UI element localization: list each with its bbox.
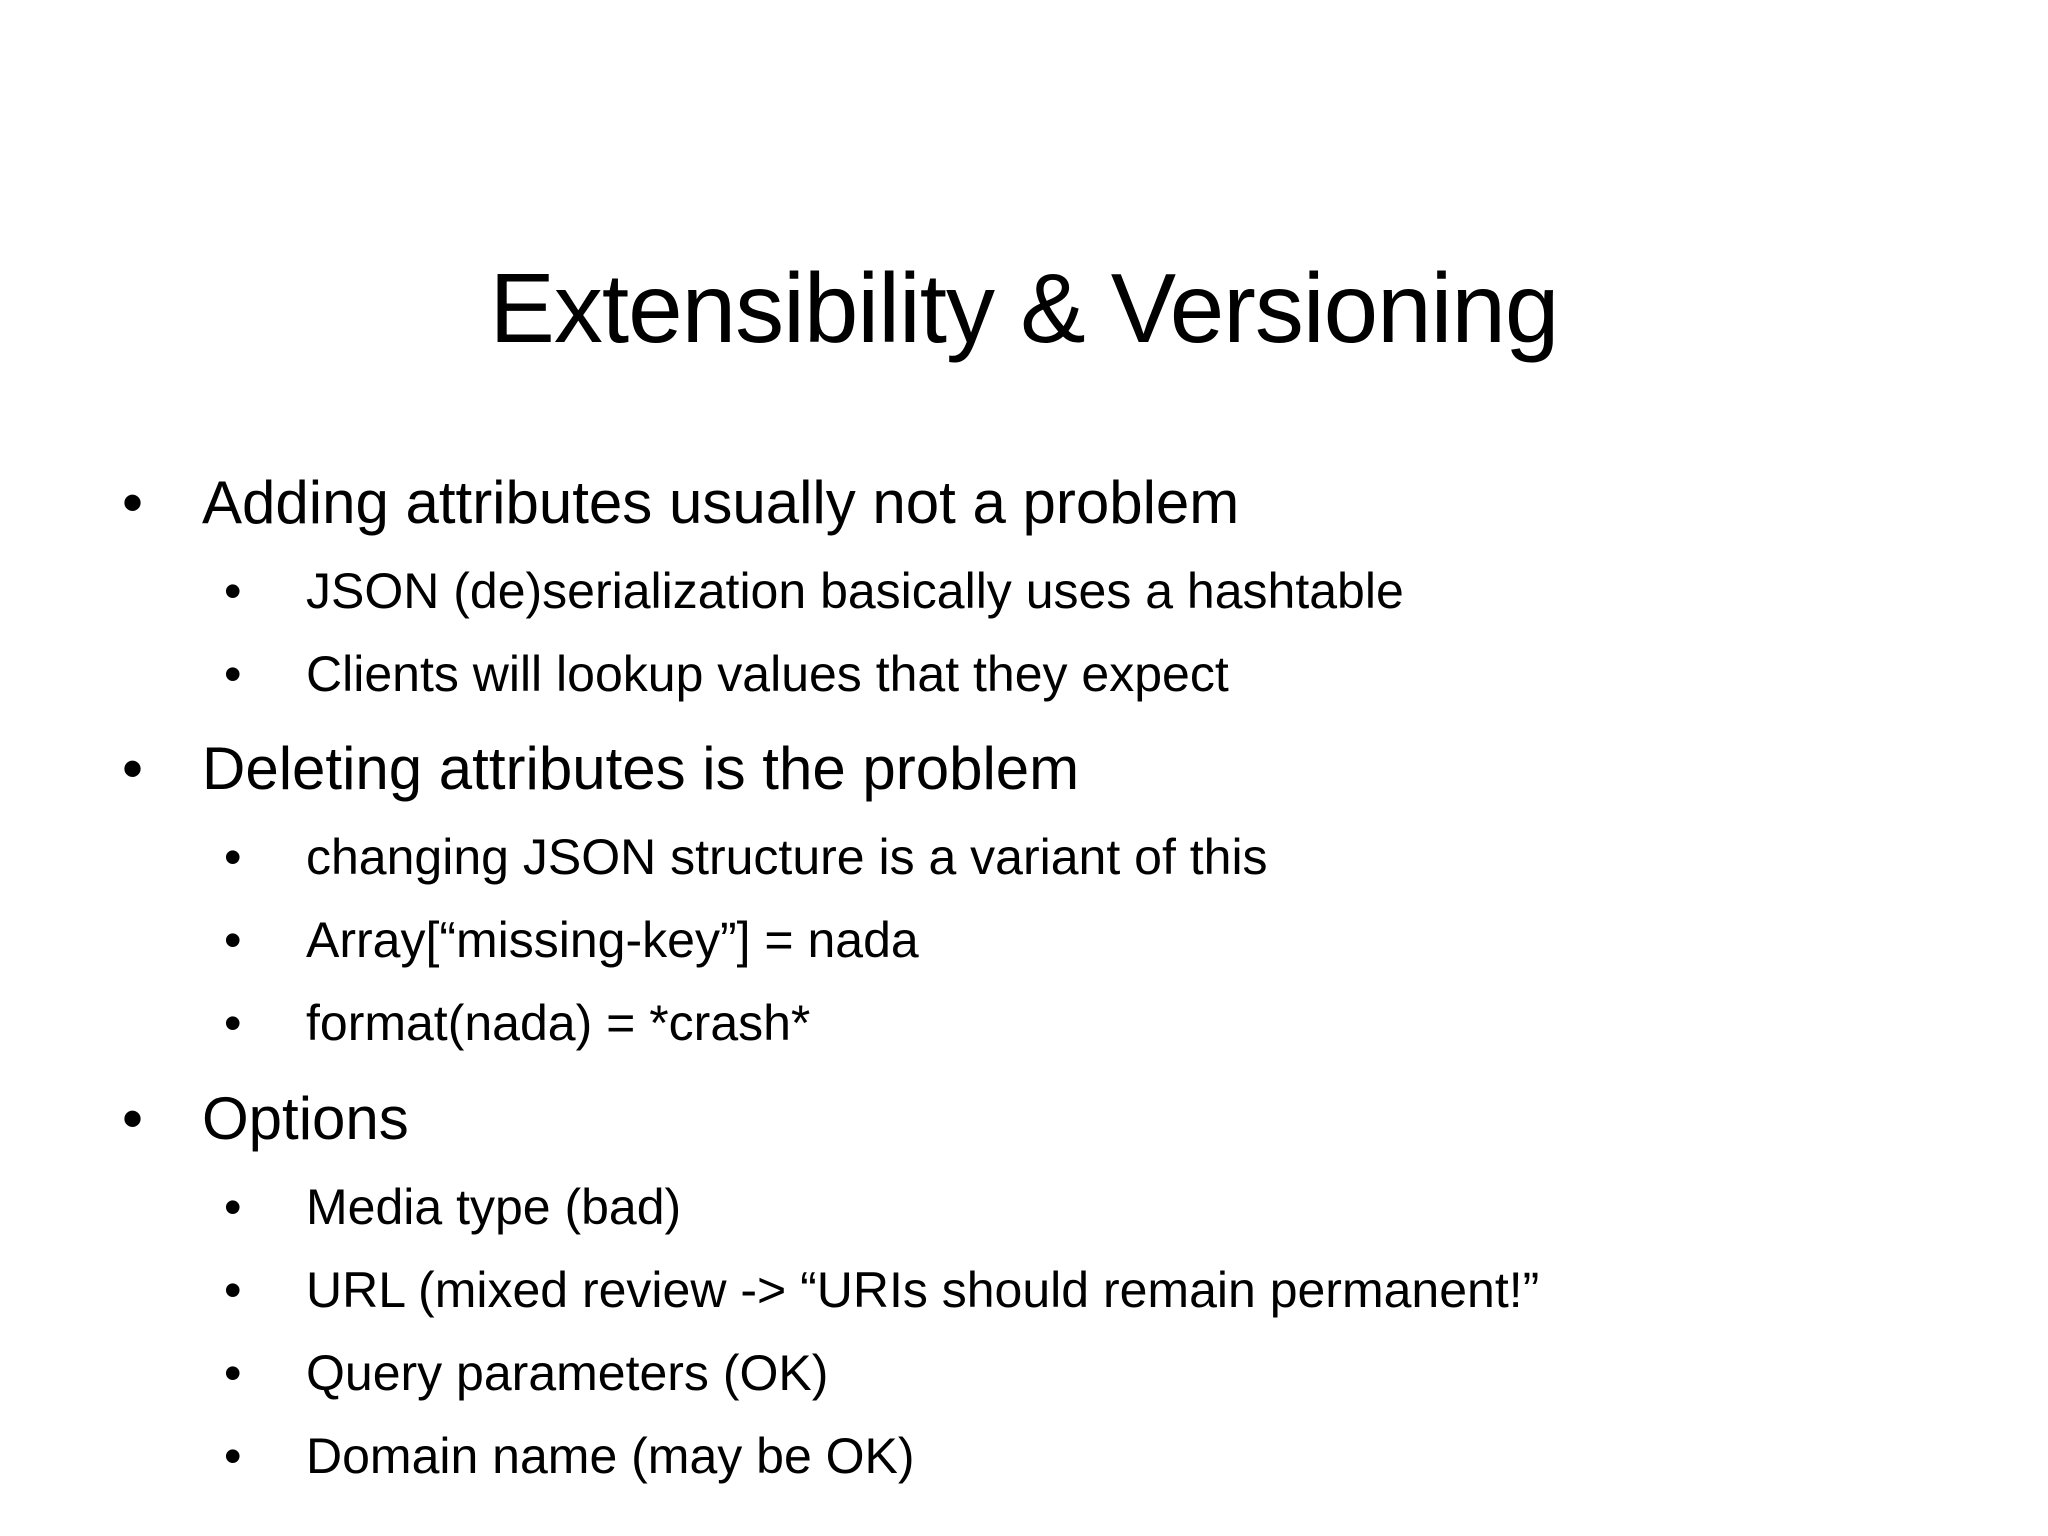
bullet-icon: •: [122, 1085, 144, 1152]
sub-bullet-text: changing JSON structure is a variant of this: [306, 829, 1268, 885]
sub-bullet-icon: •: [224, 1262, 242, 1318]
sub-bullet-icon: •: [224, 563, 242, 619]
sub-bullet-text: Array[“missing-key”] = nada: [306, 912, 919, 968]
sub-bullet-text: Query parameters (OK): [306, 1345, 829, 1401]
bullet-text: Deleting attributes is the problem: [202, 735, 1080, 802]
sub-bullet-text: URL (mixed review -> “URIs should remain permanent!”: [306, 1262, 1540, 1318]
sub-bullet-text: format(nada) = *crash*: [306, 995, 811, 1051]
sub-bullet-icon: •: [224, 995, 242, 1051]
sub-bullet-icon: •: [224, 1428, 242, 1484]
bullet-icon: •: [122, 469, 144, 536]
sub-bullet-text: Media type (bad): [306, 1179, 682, 1235]
bullet-text: Adding attributes usually not a problem: [202, 469, 1240, 536]
slide-title: Extensibility & Versioning: [489, 253, 1559, 363]
sub-bullet-text: JSON (de)serialization basically uses a hashtable: [306, 563, 1404, 619]
sub-bullet-icon: •: [224, 1179, 242, 1235]
sub-bullet-icon: •: [224, 912, 242, 968]
sub-bullet-icon: •: [224, 646, 242, 702]
sub-bullet-icon: •: [224, 1345, 242, 1401]
sub-bullet-icon: •: [224, 829, 242, 885]
sub-bullet-text: Domain name (may be OK): [306, 1428, 915, 1484]
bullet-text: Options: [202, 1085, 409, 1152]
bullet-icon: •: [122, 735, 144, 802]
sub-bullet-text: Clients will lookup values that they expect: [306, 646, 1229, 702]
